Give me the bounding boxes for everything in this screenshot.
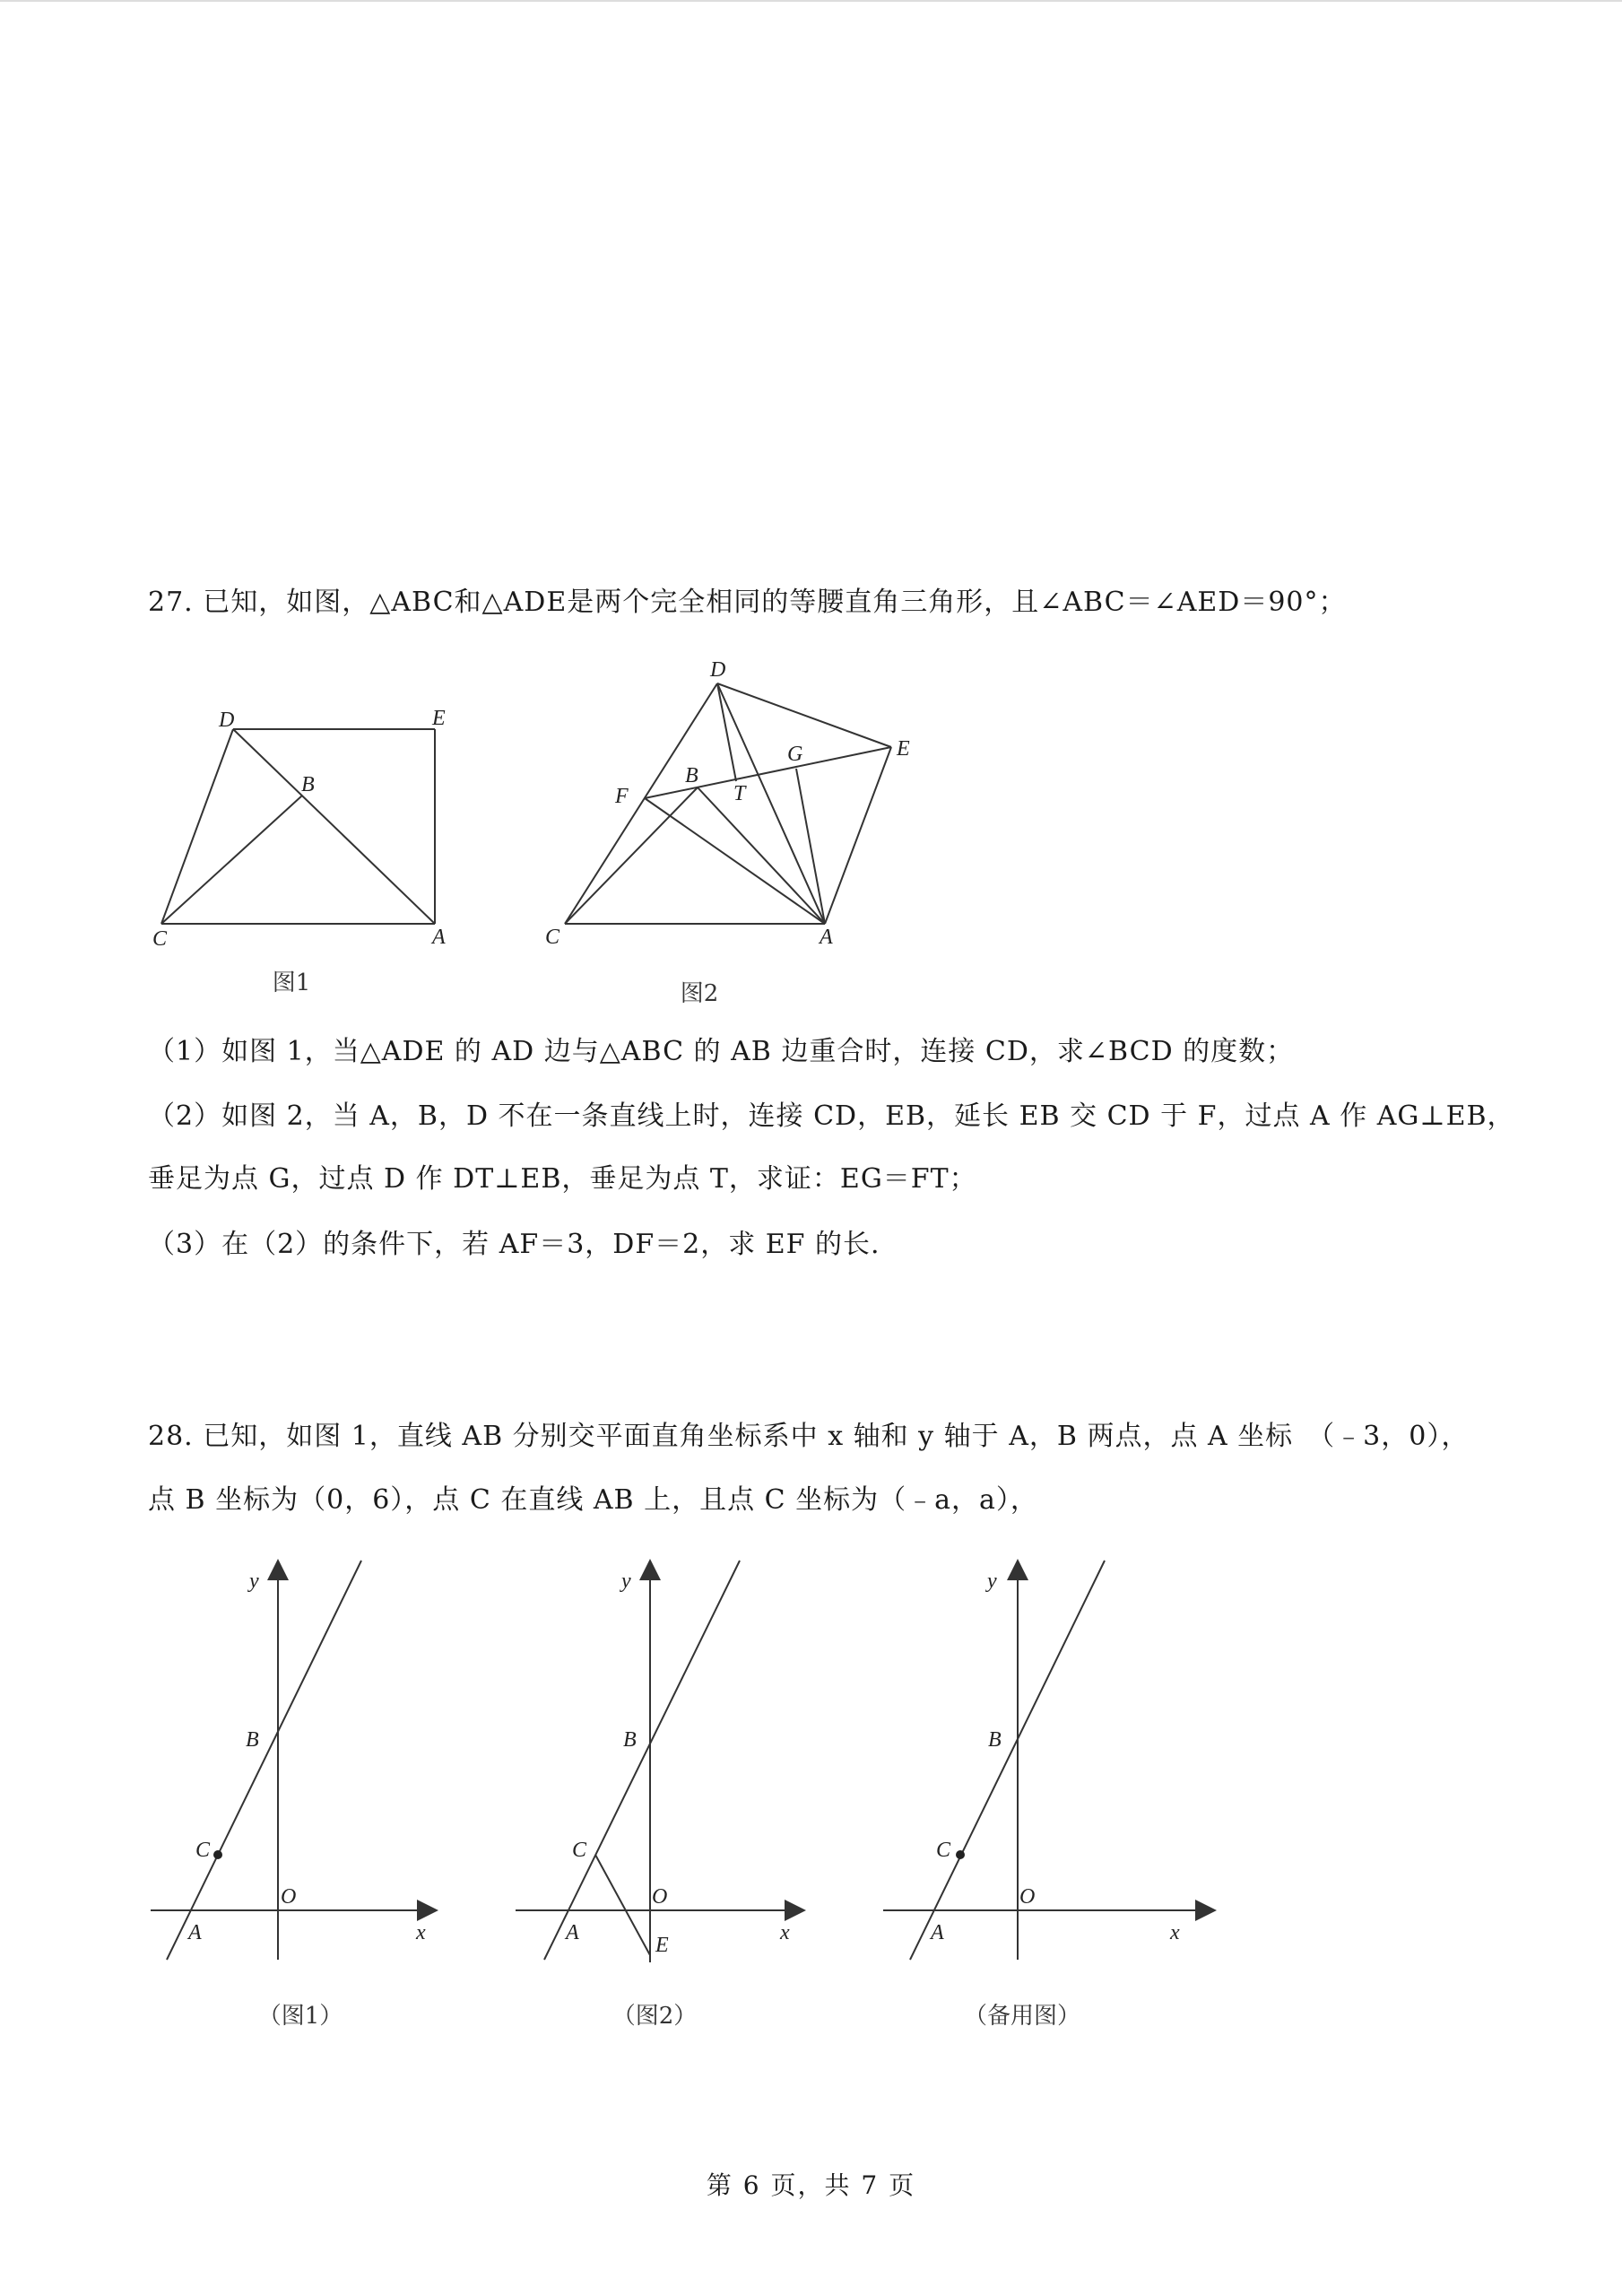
- page-top-border: [0, 0, 1622, 2]
- segment-CB: [161, 796, 302, 924]
- q27-stem: 27. 已知，如图，△ABC和△ADE是两个完全相同的等腰直角三角形，且∠ABC＝∠AED＝90°；: [148, 587, 1347, 618]
- segment-DE: [717, 683, 891, 747]
- segment-CD: [565, 683, 717, 924]
- point-label-B: B: [301, 773, 315, 796]
- origin-label: O: [1019, 1885, 1036, 1909]
- segment-CD: [161, 729, 233, 924]
- segment-DT: [717, 683, 736, 781]
- segment-EA: [825, 747, 891, 924]
- q28-stem-line-2: 点 B 坐标为（0，6），点 C 在直线 AB 上，且点 C 坐标为（﹣a，a），: [148, 1484, 1038, 1516]
- q28-figure-2-caption: （图2）: [612, 2003, 698, 2030]
- point-C: [956, 1850, 965, 1859]
- q27-part-1: （1）如图 1，当△ADE 的 AD 边与△ABC 的 AB 边重合时，连接 CD，求∠BCD 的度数；: [148, 1036, 1295, 1067]
- q27-figure-2: [538, 655, 932, 960]
- origin-label: O: [281, 1885, 297, 1909]
- point-label-A: A: [432, 926, 446, 949]
- line-AB: [167, 1561, 361, 1960]
- point-label-C: C: [545, 926, 560, 949]
- q27-part-2-line-2: 垂足为点 G，过点 D 作 DT⊥EB，垂足为点 T，求证：EG＝FT；: [148, 1163, 977, 1195]
- q27-part-2-line-1: （2）如图 2，当 A，B，D 不在一条直线上时，连接 CD，EB，延长 EB 交 CD 于 F，过点 A 作 AG⊥EB，: [148, 1100, 1515, 1132]
- segment-DA: [233, 729, 435, 924]
- q27-figure-1: [143, 709, 466, 969]
- segment-CB: [565, 787, 698, 924]
- point-label-B: B: [623, 1728, 637, 1752]
- point-label-F: F: [615, 785, 629, 808]
- point-label-B: B: [988, 1728, 1002, 1752]
- q27-figure-2-caption: 图2: [680, 980, 719, 1007]
- segment-FA: [645, 798, 825, 924]
- y-axis-label: y: [621, 1570, 631, 1593]
- point-label-B: B: [685, 764, 698, 787]
- point-label-D: D: [219, 709, 235, 732]
- y-axis-label: y: [249, 1570, 259, 1593]
- point-label-B: B: [246, 1728, 259, 1752]
- point-label-A: A: [931, 1921, 944, 1944]
- x-axis-label: x: [416, 1921, 426, 1944]
- segment-CE: [595, 1855, 650, 1955]
- q28-stem-line-1: 28. 已知，如图 1，直线 AB 分别交平面直角坐标系中 x 轴和 y 轴于 A，B 两点，点 A 坐标 （﹣3，0），: [148, 1421, 1470, 1452]
- point-label-E: E: [897, 737, 910, 761]
- point-label-D: D: [710, 658, 726, 682]
- point-label-A: A: [566, 1921, 579, 1944]
- q27-figure-1-caption: 图1: [272, 970, 311, 996]
- point-label-A: A: [820, 926, 833, 949]
- line-AB: [910, 1561, 1105, 1960]
- segment-GA: [796, 769, 825, 924]
- line-AB: [544, 1561, 740, 1960]
- point-label-T: T: [733, 782, 746, 805]
- segment-BA: [698, 787, 825, 924]
- x-axis-label: x: [780, 1921, 790, 1944]
- q27-part-3: （3）在（2）的条件下，若 AF＝3，DF＝2，求 EF 的长.: [148, 1229, 880, 1260]
- segment-FE: [645, 747, 891, 798]
- q28-figure-2: [507, 1552, 811, 1973]
- q28-figure-1-caption: （图1）: [257, 2003, 343, 2030]
- point-label-C: C: [572, 1839, 587, 1862]
- q28-backup-figure-caption: （备用图）: [963, 2003, 1080, 2030]
- point-label-E: E: [432, 707, 446, 730]
- x-axis-label: x: [1170, 1921, 1180, 1944]
- q28-figure-1: [143, 1552, 448, 1973]
- page-footer: 第 6 页，共 7 页: [706, 2170, 916, 2200]
- point-label-A: A: [188, 1921, 202, 1944]
- point-C: [213, 1850, 222, 1859]
- origin-label: O: [652, 1885, 668, 1909]
- point-label-C: C: [195, 1839, 211, 1862]
- q28-backup-figure: [874, 1552, 1215, 1973]
- point-label-C: C: [152, 927, 168, 951]
- point-label-C: C: [936, 1839, 951, 1862]
- y-axis-label: y: [987, 1570, 997, 1593]
- point-label-E: E: [655, 1934, 669, 1957]
- point-label-G: G: [787, 743, 803, 766]
